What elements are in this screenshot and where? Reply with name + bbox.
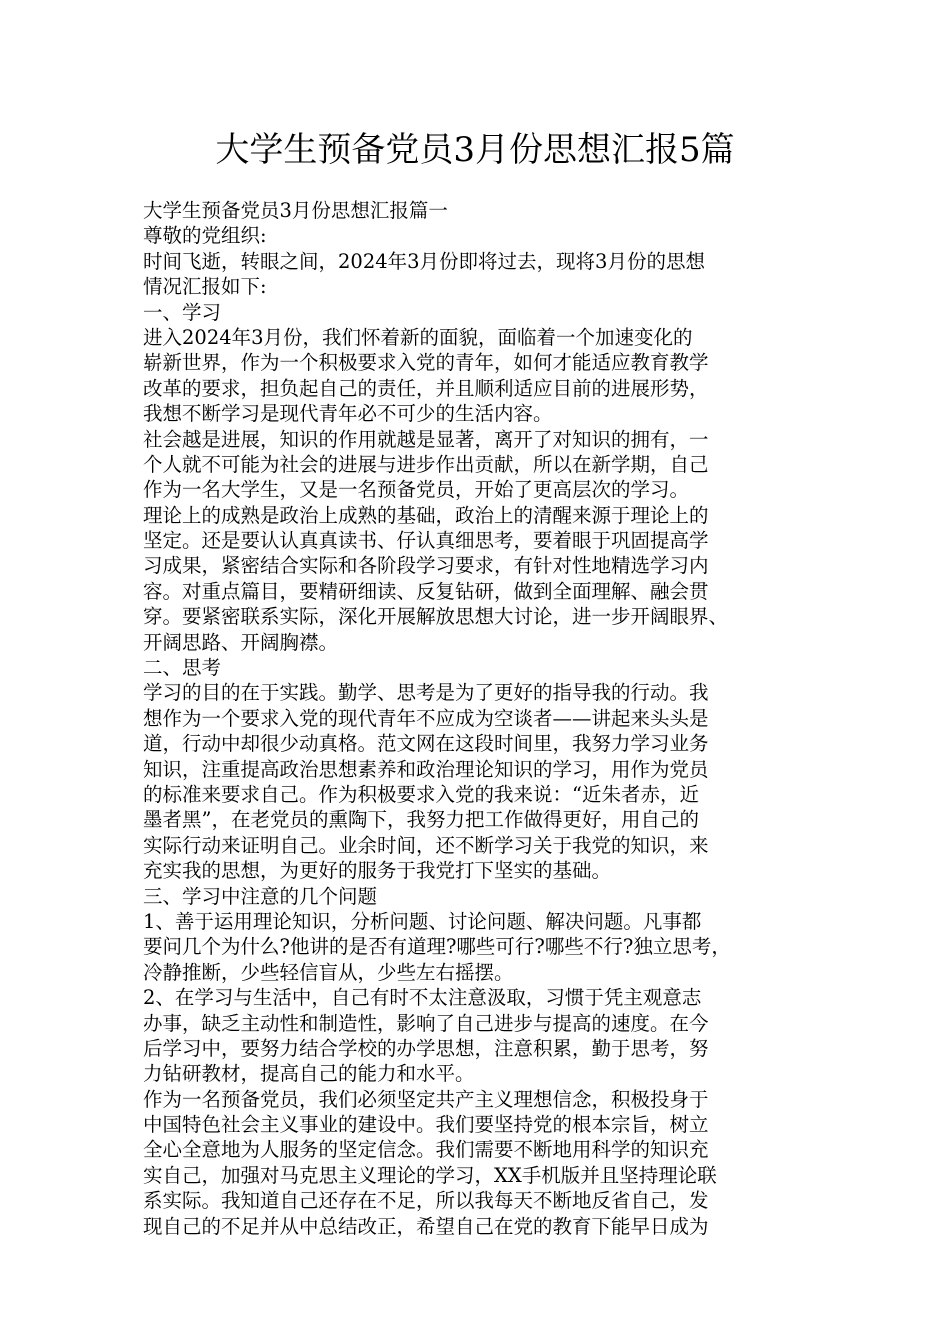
body-line: 墨者黑”，在老党员的熏陶下，我努力把工作做得更好，用自己的 [143,808,699,832]
body-line: 道，行动中却很少动真格。范文网在这段时间里，我努力学习业务 [143,732,709,756]
body-line: 学习的目的在于实践。勤学、思考是为了更好的指导我的行动。我 [143,681,709,705]
body-line: 我想不断学习是现代青年必不可少的生活内容。 [143,402,553,426]
body-line: 的标准来要求自己。作为积极要求入党的我来说：“近朱者赤，近 [143,782,699,806]
body-line: 二、思考 [143,656,222,680]
document-title: 大学生预备党员3月份思想汇报5篇 [215,130,735,170]
body-line: 实自己，加强对马克思主义理论的学习，XX手机版并且坚持理论联 [143,1163,717,1187]
body-line: 个人就不可能为社会的进展与进步作出贡献，所以在新学期，自己 [143,452,709,476]
body-line: 全心全意地为人服务的坚定信念。我们需要不断地用科学的知识充 [143,1138,709,1162]
body-line: 情况汇报如下: [143,275,267,299]
body-line: 现自己的不足并从中总结改正，希望自己在党的教育下能早日成为 [143,1214,709,1238]
body-line: 实际行动来证明自己。业余时间，还不断学习关于我党的知识，来 [143,833,709,857]
body-line: 开阔思路、开阔胸襟。 [143,630,339,654]
body-line: 容。对重点篇目，要精研细读、反复钻研，做到全面理解、融会贯 [143,579,709,603]
body-line: 时间飞逝，转眼之间，2024年3月份即将过去，现将3月份的思想 [143,249,705,273]
body-line: 作为一名预备党员，我们必须坚定共产主义理想信念，积极投身于 [143,1087,709,1111]
body-line: 大学生预备党员3月份思想汇报篇一 [143,199,448,222]
body-line: 社会越是进展，知识的作用就越是显著，离开了对知识的拥有，一 [143,427,709,451]
body-line: 力钻研教材，提高自己的能力和水平。 [143,1062,475,1086]
body-line: 尊敬的党组织: [143,224,267,248]
body-line: 穿。要紧密联系实际，深化开展解放思想大讨论，进一步开阔眼界、 [143,605,729,629]
body-line: 一、学习 [143,300,222,324]
body-line: 理论上的成熟是政治上成熟的基础，政治上的清醒来源于理论上的 [143,503,709,527]
body-line: 崭新世界，作为一个积极要求入党的青年，如何才能适应教育教学 [143,351,709,375]
body-line: 知识，注重提高政治思想素养和政治理论知识的学习，用作为党员 [143,757,709,781]
body-line: 1、善于运用理论知识，分析问题、讨论问题、解决问题。凡事都 [143,909,702,933]
body-line: 习成果，紧密结合实际和各阶段学习要求，有针对性地精选学习内 [143,554,709,578]
body-line: 系实际。我知道自己还存在不足，所以我每天不断地反省自己，发 [143,1189,709,1213]
body-line: 中国特色社会主义事业的建设中。我们要坚持党的根本宗旨，树立 [143,1113,709,1137]
body-line: 作为一名大学生，又是一名预备党员，开始了更高层次的学习。 [143,478,690,502]
body-line: 后学习中，要努力结合学校的办学思想，注意积累，勤于思考，努 [143,1036,709,1060]
body-line: 改革的要求，担负起自己的责任，并且顺利适应目前的进展形势， [143,376,709,400]
body-line: 坚定。还是要认认真真读书、仔认真细思考，要着眼于巩固提高学 [143,529,709,553]
body-line: 办事，缺乏主动性和制造性，影响了自己进步与提高的速度。在今 [143,1011,709,1035]
body-line: 进入2024年3月份，我们怀着新的面貌，面临着一个加速变化的 [143,325,693,349]
body-line: 三、学习中注意的几个问题 [143,884,378,908]
body-line: 要问几个为什么?他讲的是否有道理?哪些可行?哪些不行?独立思考， [143,935,731,959]
document-body [143,198,815,1239]
body-line: 想作为一个要求入党的现代青年不应成为空谈者——讲起来头头是 [143,706,709,730]
body-line: 2、在学习与生活中，自己有时不太注意汲取，习惯于凭主观意志 [143,986,702,1010]
body-line: 冷静推断，少些轻信盲从，少些左右摇摆。 [143,960,514,984]
body-line: 充实我的思想，为更好的服务于我党打下坚实的基础。 [143,859,612,883]
